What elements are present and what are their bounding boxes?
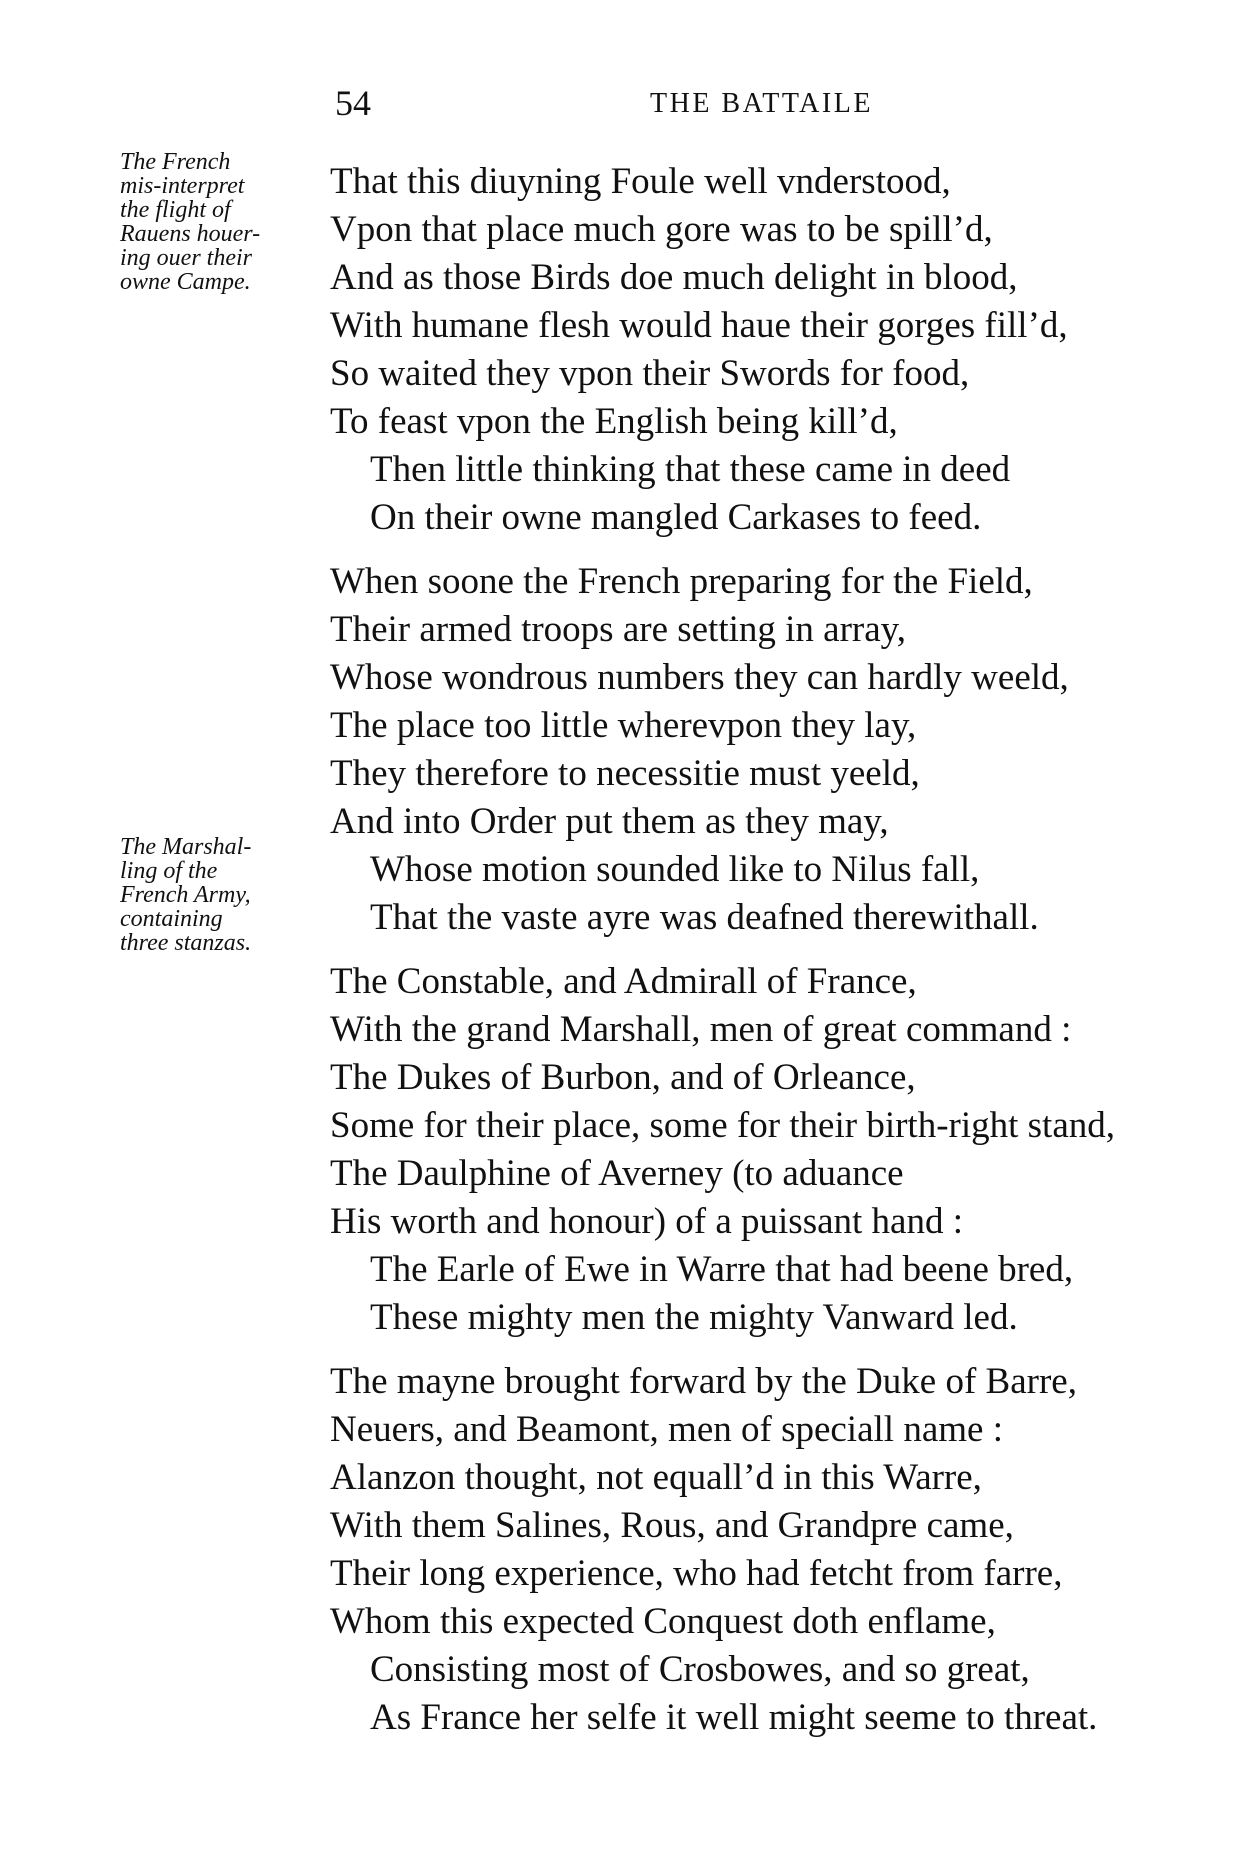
margin-note-line: The Marshal-	[120, 834, 252, 860]
verse-line: Their long experience, who had fetcht from farre,	[330, 1553, 1063, 1594]
margin-note-line: The French	[120, 149, 231, 175]
verse-line: His worth and honour) of a puissant hand :	[330, 1201, 964, 1242]
verse-line: On their owne mangled Carkases to feed.	[370, 497, 982, 538]
stanza-4	[330, 1358, 1230, 1742]
running-head: THE BATTAILE	[650, 88, 873, 119]
verse-line: So waited they vpon their Swords for food,	[330, 353, 970, 394]
margin-note-ravens	[120, 150, 320, 294]
verse-line: That this diuyning Foule well vnderstood,	[330, 161, 951, 202]
verse-line: Alanzon thought, not equall’d in this Warre,	[330, 1457, 982, 1498]
margin-note-line: the flight of	[120, 197, 231, 223]
margin-note-marshalling	[120, 835, 320, 955]
stanza-2	[330, 558, 1230, 942]
verse-line: Some for their place, some for their birth-right stand,	[330, 1105, 1116, 1146]
verse-line: To feast vpon the English being kill’d,	[330, 401, 898, 442]
verse-line: Whose motion sounded like to Nilus fall,	[370, 849, 980, 890]
verse-line: Whose wondrous numbers they can hardly weeld,	[330, 657, 1069, 698]
verse-line: That the vaste ayre was deafned therewithall.	[370, 897, 1039, 938]
margin-note-line: ling of the	[120, 858, 218, 884]
verse-line: The place too little wherevpon they lay,	[330, 705, 917, 746]
verse-line: The Earle of Ewe in Warre that had beene bred,	[370, 1249, 1074, 1290]
verse-line: Vpon that place much gore was to be spill’d,	[330, 209, 993, 250]
verse-line: And into Order put them as they may,	[330, 801, 889, 842]
verse-line: Whom this expected Conquest doth enflame,	[330, 1601, 996, 1642]
verse-line: The Dukes of Burbon, and of Orleance,	[330, 1057, 916, 1098]
verse-line: With them Salines, Rous, and Grandpre came,	[330, 1505, 1014, 1546]
verse-line: Their armed troops are setting in array,	[330, 609, 907, 650]
verse-line: They therefore to necessitie must yeeld,	[330, 753, 920, 794]
margin-note-line: ing ouer their	[120, 245, 252, 271]
margin-note-line: French Army,	[120, 882, 251, 908]
verse-line: Neuers, and Beamont, men of speciall name :	[330, 1409, 1003, 1450]
verse-line: The Daulphine of Averney (to aduance	[330, 1153, 904, 1194]
margin-note-line: Rauens houer-	[120, 221, 261, 247]
page-number: 54	[335, 83, 371, 123]
verse-line: The Constable, and Admirall of France,	[330, 961, 917, 1002]
verse-line: With the grand Marshall, men of great command :	[330, 1009, 1072, 1050]
verse-line: And as those Birds doe much delight in blood,	[330, 257, 1018, 298]
stanza-3	[330, 958, 1230, 1342]
margin-note-line: containing	[120, 906, 223, 932]
verse-line: Consisting most of Crosbowes, and so great,	[370, 1649, 1030, 1690]
verse-line: Then little thinking that these came in deed	[370, 449, 1011, 490]
verse-line: These mighty men the mighty Vanward led.	[370, 1297, 1018, 1338]
verse-line: The mayne brought forward by the Duke of Barre,	[330, 1361, 1077, 1402]
verse-line: When soone the French preparing for the Field,	[330, 561, 1033, 602]
margin-note-line: owne Campe.	[120, 269, 251, 295]
margin-note-line: mis-interpret	[120, 173, 245, 199]
verse-line: As France her selfe it well might seeme to threat.	[370, 1697, 1098, 1738]
stanza-1	[330, 158, 1230, 542]
margin-note-line: three stanzas.	[120, 930, 252, 956]
verse-line: With humane flesh would haue their gorges fill’d,	[330, 305, 1068, 346]
